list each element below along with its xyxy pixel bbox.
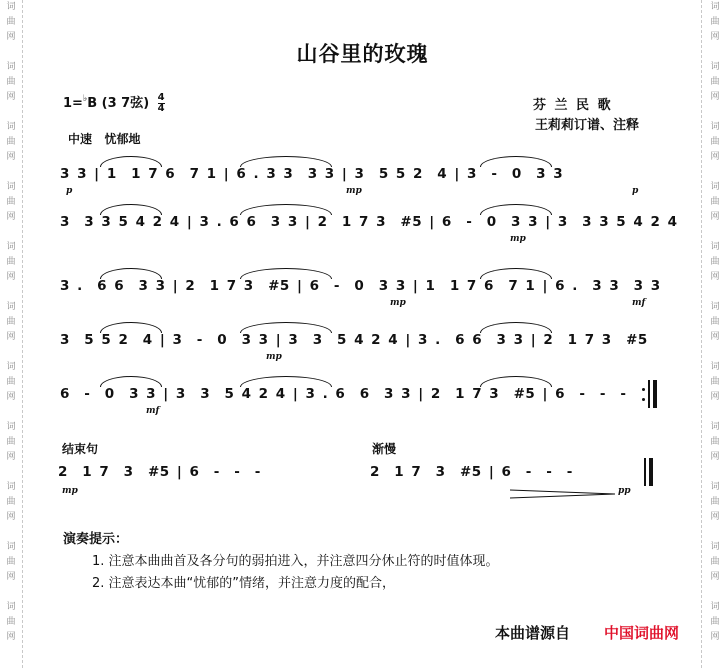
edge-watermark-group [710, 480, 719, 540]
edge-watermark-group [710, 60, 719, 120]
dynamic-marking: mp [266, 352, 282, 362]
score-line-1 [60, 152, 668, 200]
edge-watermark-group [710, 180, 719, 240]
edge-watermark-char: 网 [710, 92, 720, 102]
ending-dynamic-a: mp [62, 486, 78, 496]
edge-watermark-char: 网 [6, 212, 16, 222]
decrescendo-hairpin [510, 488, 620, 500]
score-line-notes: 6 - 0 3 3 | 3 3 5 4 2 4 | 3 . 6 6 3 3 | 2 1 7 3 #5 | 6 - - - [60, 386, 627, 402]
edge-watermark-char: 曲 [710, 497, 720, 507]
edge-watermark-char: 词 [710, 482, 720, 492]
edge-watermark-char: 词 [710, 122, 720, 132]
edge-watermark-char: 词 [6, 422, 16, 432]
edge-watermark-char: 词 [710, 62, 720, 72]
ending-notes-a: 2 1 7 3 #5 | 6 - - - [58, 464, 261, 480]
edge-watermark-char: 词 [710, 422, 720, 432]
edge-watermark-char: 曲 [710, 17, 720, 27]
slur-mark [480, 156, 552, 167]
edge-watermark-group [710, 360, 719, 420]
edge-watermark-group [6, 120, 15, 180]
edge-watermark-group [710, 600, 719, 660]
left-edge-watermark [2, 0, 20, 668]
dynamic-marking: mp [346, 186, 362, 196]
repeat-dot [642, 388, 645, 391]
key-prefix: 1= [63, 96, 83, 111]
tips-title: 演奏提示： [63, 532, 129, 547]
slur-mark [240, 268, 332, 279]
edge-watermark-char: 词 [6, 242, 16, 252]
edge-watermark-char: 曲 [710, 557, 720, 567]
edge-watermark-group [6, 60, 15, 120]
dynamic-marking: mp [390, 298, 406, 308]
slur-mark [240, 376, 332, 387]
edge-watermark-char: 网 [710, 152, 720, 162]
slur-mark [480, 322, 552, 333]
ending-dynamic-b: pp [618, 486, 631, 496]
edge-watermark-char: 词 [710, 2, 720, 12]
edge-watermark-char: 曲 [710, 617, 720, 627]
score-line-notes: 3 . 6 6 3 3 | 2 1 7 3 #5 | 6 - 0 3 3 | 1 1 7 6 7 1 | 6 . 3 3 3 3 [60, 278, 661, 294]
edge-watermark-char: 曲 [710, 377, 720, 387]
edge-watermark-char: 曲 [710, 77, 720, 87]
edge-watermark-char: 词 [6, 62, 16, 72]
edge-watermark-group [6, 480, 15, 540]
score-line-3 [60, 264, 668, 312]
time-signature [158, 93, 165, 114]
flat-symbol: ♭ [82, 94, 88, 104]
edge-watermark-char: 词 [710, 542, 720, 552]
edge-watermark-char: 曲 [6, 557, 16, 567]
tip-item-2: 2. 注意表达本曲“忧郁的”情绪，并注意力度的配合， [92, 576, 396, 591]
edge-watermark-char: 曲 [6, 317, 16, 327]
arranger-credit: 王莉莉订谱、注释 [535, 118, 640, 133]
song-title: 山谷里的玫瑰 [296, 41, 429, 66]
edge-watermark-char: 网 [710, 632, 720, 642]
slur-mark [240, 322, 332, 333]
score-line-notes: 3 3 3 5 4 2 4 | 3 . 6 6 3 3 | 2 1 7 3 #5 | 6 - 0 3 3 | 3 3 3 5 4 2 4 [60, 214, 678, 230]
edge-watermark-char: 词 [6, 2, 16, 12]
edge-watermark-group [6, 180, 15, 240]
edge-watermark-char: 网 [6, 32, 16, 42]
edge-watermark-char: 网 [6, 92, 16, 102]
edge-watermark-char: 网 [710, 332, 720, 342]
time-bottom: 4 [157, 103, 165, 114]
edge-watermark-char: 网 [710, 32, 720, 42]
edge-watermark-char: 词 [6, 362, 16, 372]
edge-watermark-char: 词 [6, 122, 16, 132]
edge-watermark-char: 网 [6, 392, 16, 402]
ending-staff-a [58, 450, 358, 498]
edge-watermark-char: 网 [6, 332, 16, 342]
edge-watermark-char: 曲 [6, 77, 16, 87]
key-text: B (3 7弦) [87, 96, 150, 111]
edge-watermark-char: 词 [6, 482, 16, 492]
edge-watermark-char: 曲 [710, 137, 720, 147]
left-dashed-border [22, 0, 23, 668]
ritard-label: 渐慢 [372, 442, 397, 456]
edge-watermark-char: 网 [6, 632, 16, 642]
edge-watermark-group [6, 240, 15, 300]
edge-watermark-group [6, 360, 15, 420]
score-line-notes: 3 5 5 2 4 | 3 - 0 3 3 | 3 3 5 4 2 4 | 3 . 6 6 3 3 | 2 1 7 3 #5 [60, 332, 648, 348]
edge-watermark-char: 网 [710, 512, 720, 522]
edge-watermark-char: 网 [710, 272, 720, 282]
slur-mark [100, 204, 162, 215]
final-barline-thin [644, 458, 646, 486]
edge-watermark-char: 网 [710, 392, 720, 402]
edge-watermark-char: 词 [710, 302, 720, 312]
edge-watermark-char: 网 [710, 452, 720, 462]
tip-item-1: 1. 注意本曲曲首及各分句的弱拍进入，并注意四分休止符的时值体现。 [92, 554, 499, 569]
slur-mark [240, 156, 332, 167]
tempo-marking: 中速 忧郁地 [68, 132, 141, 146]
edge-watermark-char: 曲 [6, 17, 16, 27]
edge-watermark-char: 词 [710, 242, 720, 252]
slur-mark [100, 268, 162, 279]
edge-watermark-group [6, 540, 15, 600]
dynamic-marking: mf [632, 298, 646, 308]
edge-watermark-group [710, 420, 719, 480]
source-site-link[interactable]: 中国词曲网 [604, 624, 680, 642]
slur-mark [100, 376, 162, 387]
edge-watermark-char: 网 [710, 572, 720, 582]
edge-watermark-char: 曲 [6, 497, 16, 507]
source-label: 本曲谱源自 [495, 624, 571, 642]
dynamic-marking: mf [146, 406, 160, 416]
dynamic-marking: mp [510, 234, 526, 244]
edge-watermark-char: 网 [710, 212, 720, 222]
edge-watermark-char: 曲 [710, 317, 720, 327]
edge-watermark-char: 词 [710, 182, 720, 192]
edge-watermark-group [6, 600, 15, 660]
score-line-notes: 3 3 | 1 1 7 6 7 1 | 6 . 3 3 3 3 | 3 5 5 2 4 | 3 - 0 3 3 [60, 166, 564, 182]
edge-watermark-char: 网 [6, 452, 16, 462]
dynamic-marking: p [66, 186, 73, 196]
repeat-barline-thin [648, 380, 650, 408]
time-top: 4 [157, 92, 165, 103]
dynamic-marking: p [632, 186, 639, 196]
key-signature [63, 92, 165, 114]
edge-watermark-char: 词 [710, 602, 720, 612]
ending-staff-b [370, 450, 660, 498]
edge-watermark-char: 曲 [6, 137, 16, 147]
edge-watermark-char: 曲 [710, 257, 720, 267]
slur-mark [240, 204, 332, 215]
edge-watermark-char: 曲 [6, 617, 16, 627]
final-barline-thick [649, 458, 653, 486]
edge-watermark-group [710, 540, 719, 600]
edge-watermark-group [6, 300, 15, 360]
edge-watermark-char: 词 [6, 302, 16, 312]
score-line-4 [60, 318, 668, 366]
edge-watermark-char: 网 [6, 512, 16, 522]
edge-watermark-char: 网 [6, 152, 16, 162]
edge-watermark-char: 词 [6, 542, 16, 552]
slur-mark [480, 376, 552, 387]
edge-watermark-char: 曲 [710, 197, 720, 207]
edge-watermark-char: 词 [710, 362, 720, 372]
slur-mark [100, 322, 162, 333]
right-dashed-border [701, 0, 702, 668]
edge-watermark-char: 曲 [6, 377, 16, 387]
slur-mark [480, 204, 552, 215]
edge-watermark-char: 曲 [710, 437, 720, 447]
ending-label: 结束句 [62, 442, 99, 456]
right-edge-watermark [706, 0, 724, 668]
edge-watermark-char: 曲 [6, 437, 16, 447]
edge-watermark-char: 曲 [6, 257, 16, 267]
score-line-2 [60, 200, 678, 248]
edge-watermark-group [710, 300, 719, 360]
edge-watermark-char: 词 [6, 602, 16, 612]
edge-watermark-group [710, 240, 719, 300]
edge-watermark-char: 网 [6, 272, 16, 282]
repeat-dot [642, 398, 645, 401]
edge-watermark-group [710, 120, 719, 180]
slur-mark [100, 156, 162, 167]
edge-watermark-group [6, 420, 15, 480]
edge-watermark-char: 词 [6, 182, 16, 192]
edge-watermark-char: 曲 [6, 197, 16, 207]
score-line-5 [60, 372, 668, 420]
song-origin: 芬 兰 民 歌 [533, 98, 611, 113]
edge-watermark-char: 网 [6, 572, 16, 582]
slur-mark [480, 268, 552, 279]
repeat-barline-thick [653, 380, 657, 408]
ending-notes-b: 2 1 7 3 #5 | 6 - - - [370, 464, 573, 480]
